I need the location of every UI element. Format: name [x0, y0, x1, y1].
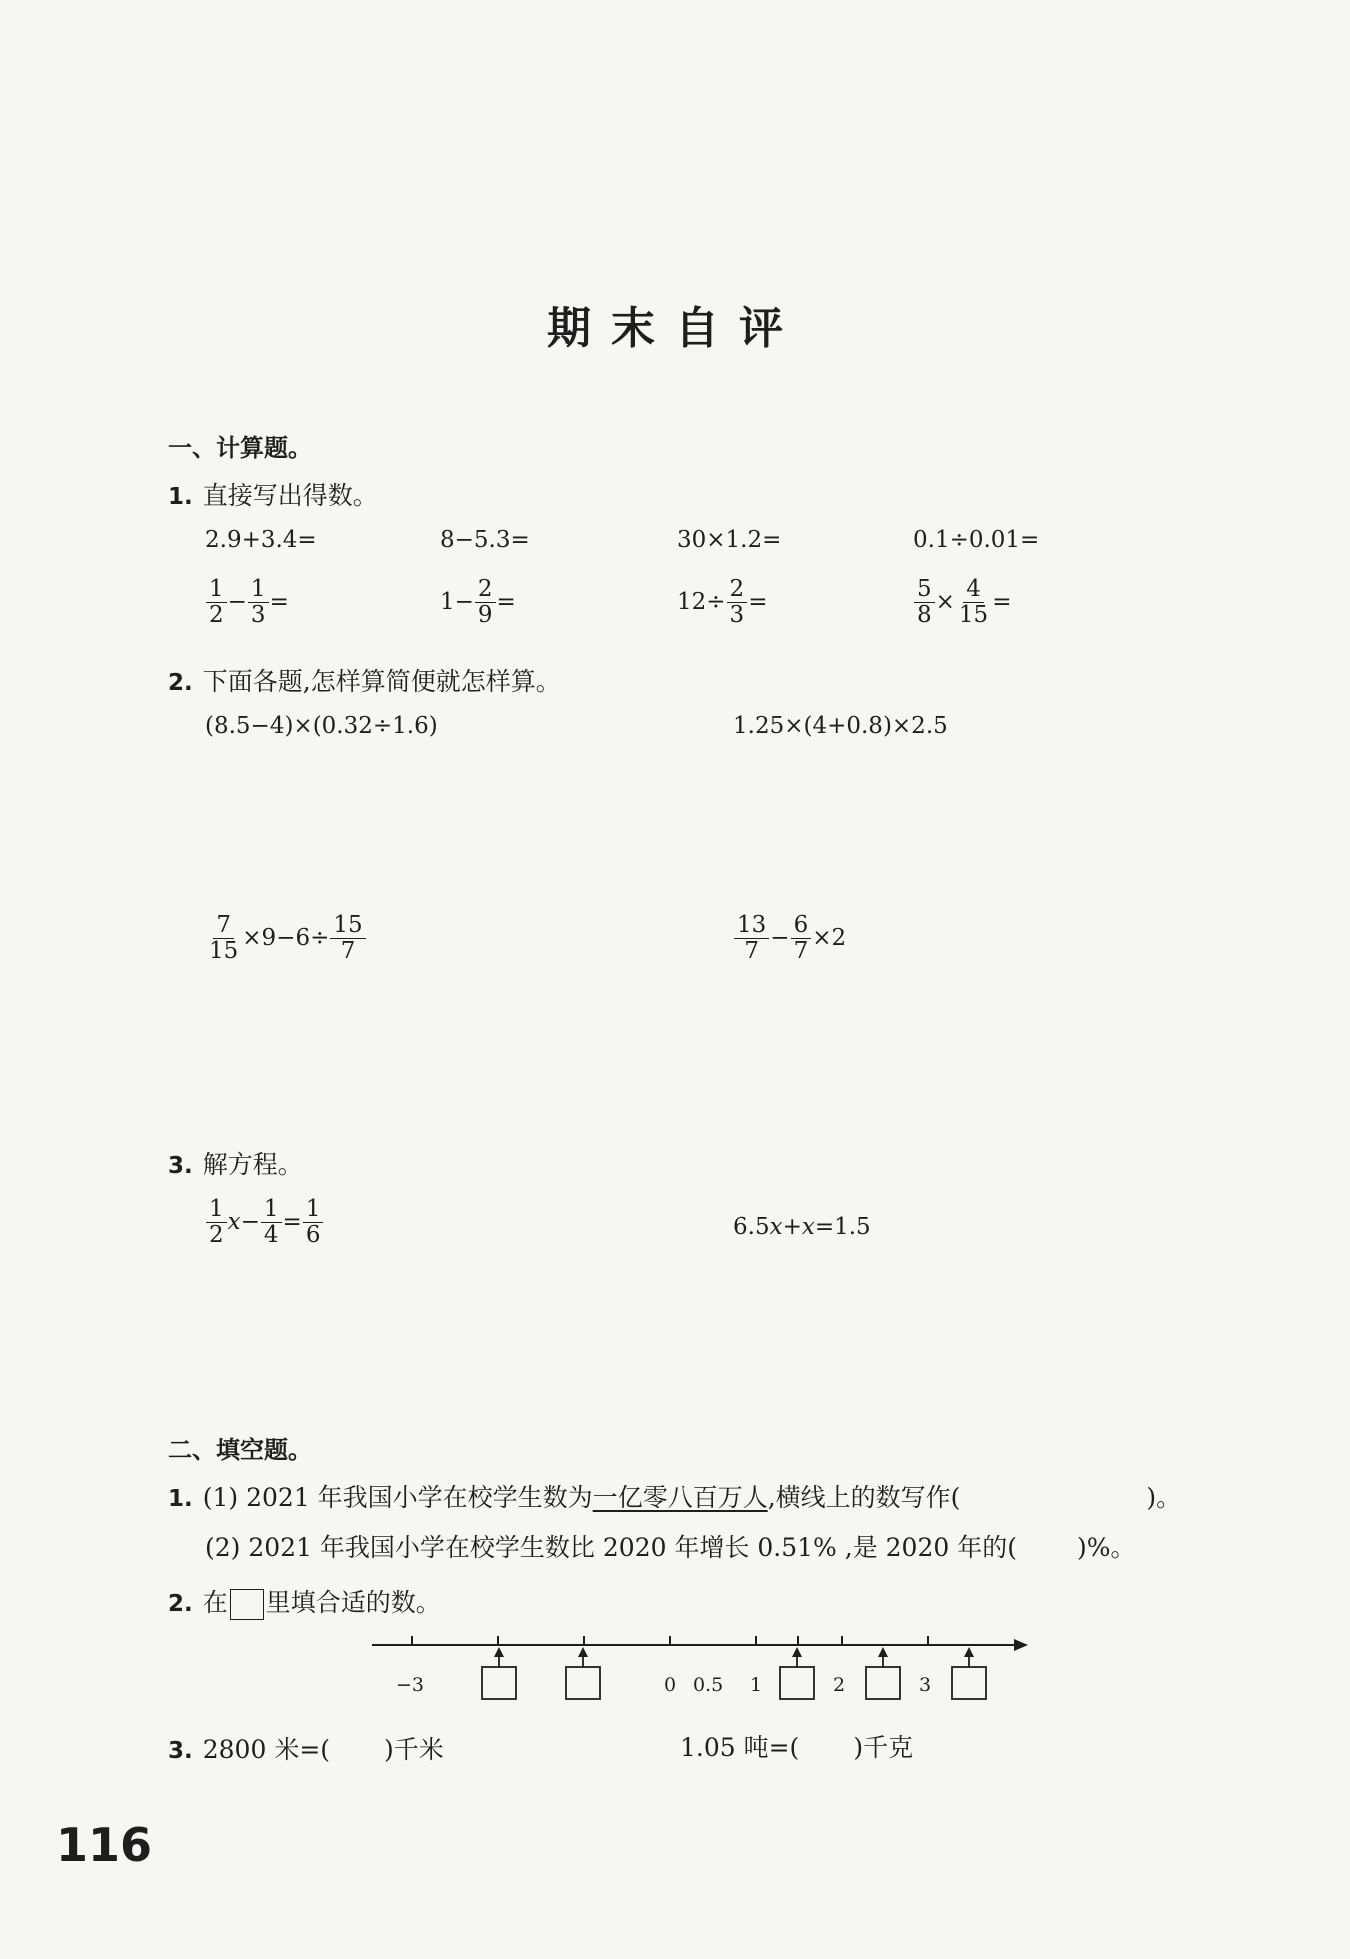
simplify-expr-4: $\frac{13}{7}$ − $\frac{6}{7}$ ×2	[733, 913, 846, 965]
fraction: $\frac{1}{4}$	[261, 1197, 282, 1249]
mental-calc-5: $\frac{1}{2}$ − $\frac{1}{3}$ =	[205, 577, 289, 629]
simplify-expr-1: (8.5−4)×(0.32÷1.6)	[205, 713, 438, 739]
nl-label: −3	[396, 1674, 425, 1696]
mental-calc-8: $\frac{5}{8}$ × $\frac{4}{15}$ =	[913, 577, 1011, 629]
fraction: $\frac{13}{7}$	[734, 913, 769, 965]
mental-calc-4: 0.1÷0.01=	[913, 527, 1040, 553]
mental-calc-2: 8−5.3=	[440, 527, 530, 553]
answer-box[interactable]	[952, 1667, 986, 1699]
simplify-expr-2: 1.25×(4+0.8)×2.5	[733, 713, 948, 739]
answer-box[interactable]	[866, 1667, 900, 1699]
box-icon	[230, 1589, 264, 1620]
fraction: $\frac{1}{2}$	[206, 1197, 227, 1249]
nl-label: 3	[919, 1674, 932, 1696]
s2-q2-number: 2.	[168, 1591, 193, 1617]
underlined-number-words: 一亿零八百万人	[592, 1483, 768, 1512]
fraction: $\frac{1}{2}$	[206, 577, 227, 629]
mental-calc-1: 2.9+3.4=	[205, 527, 317, 553]
mental-calc-6: 1− $\frac{2}{9}$ =	[440, 576, 516, 629]
s1-q1-text: 直接写出得数。	[202, 481, 378, 510]
equation-1: $\frac{1}{2}$ x− $\frac{1}{4}$ = $\frac{1}{6}$	[205, 1197, 324, 1249]
answer-box[interactable]	[482, 1667, 516, 1699]
answer-box[interactable]	[566, 1667, 600, 1699]
s2-q3-number: 3.	[168, 1738, 193, 1764]
nl-label: 2	[833, 1674, 846, 1696]
s1-q3-text: 解方程。	[202, 1150, 303, 1179]
answer-box[interactable]	[780, 1667, 814, 1699]
s1-q3-prompt	[168, 1145, 303, 1181]
fraction: $\frac{6}{7}$	[791, 913, 812, 965]
s1-q2-number: 2.	[168, 670, 193, 696]
page-number: 116	[56, 1818, 153, 1872]
s2-q3-right: 1.05 吨=( )千克	[680, 1733, 914, 1762]
section1-heading: 一、计算题。	[168, 434, 312, 462]
s2-q1-part1: 1. (1) 2021 年我国小学在校学生数为一亿零八百万人,横线上的数写作( )。	[168, 1483, 1182, 1512]
s2-q3-left: 3. 2800 米=( )千米	[168, 1735, 444, 1764]
equation-2: 6.5x+x=1.5	[733, 1214, 871, 1240]
fraction: $\frac{1}{3}$	[248, 577, 269, 629]
mental-calc-7: 12÷ $\frac{2}{3}$ =	[677, 576, 768, 629]
simplify-expr-3: $\frac{7}{15}$ ×9−6÷ $\frac{15}{7}$	[205, 913, 367, 965]
s1-q2-text: 下面各题,怎样算简便就怎样算。	[202, 667, 561, 696]
s1-q3-number: 3.	[168, 1153, 193, 1179]
nl-label: 0.5	[693, 1674, 724, 1696]
nl-label: 0	[664, 1674, 677, 1696]
fraction: $\frac{2}{3}$	[727, 577, 748, 629]
s1-q2-prompt	[168, 662, 561, 698]
fraction: $\frac{7}{15}$	[209, 912, 239, 965]
s2-q1-part2: (2) 2021 年我国小学在校学生数比 2020 年增长 0.51% ,是 2020 年的( )%。	[205, 1533, 1136, 1562]
fraction: $\frac{4}{15}$	[958, 576, 989, 629]
axis-arrow	[1014, 1639, 1028, 1651]
s1-q1-prompt	[168, 476, 378, 512]
section2-heading: 二、填空题。	[168, 1436, 312, 1464]
s1-q1-number: 1.	[168, 484, 193, 510]
s2-q1-number: 1.	[168, 1486, 193, 1512]
nl-label: 1	[750, 1674, 763, 1696]
page-title: 期末自评	[547, 303, 803, 354]
number-line	[360, 1625, 1040, 1735]
fraction: $\frac{2}{9}$	[475, 577, 496, 629]
fraction: $\frac{15}{7}$	[330, 913, 365, 965]
s2-q2-prompt: 2. 在 里填合适的数。	[168, 1583, 441, 1620]
fraction: $\frac{1}{6}$	[303, 1197, 324, 1249]
mental-calc-3: 30×1.2=	[677, 527, 782, 553]
fraction: $\frac{5}{8}$	[914, 577, 935, 629]
